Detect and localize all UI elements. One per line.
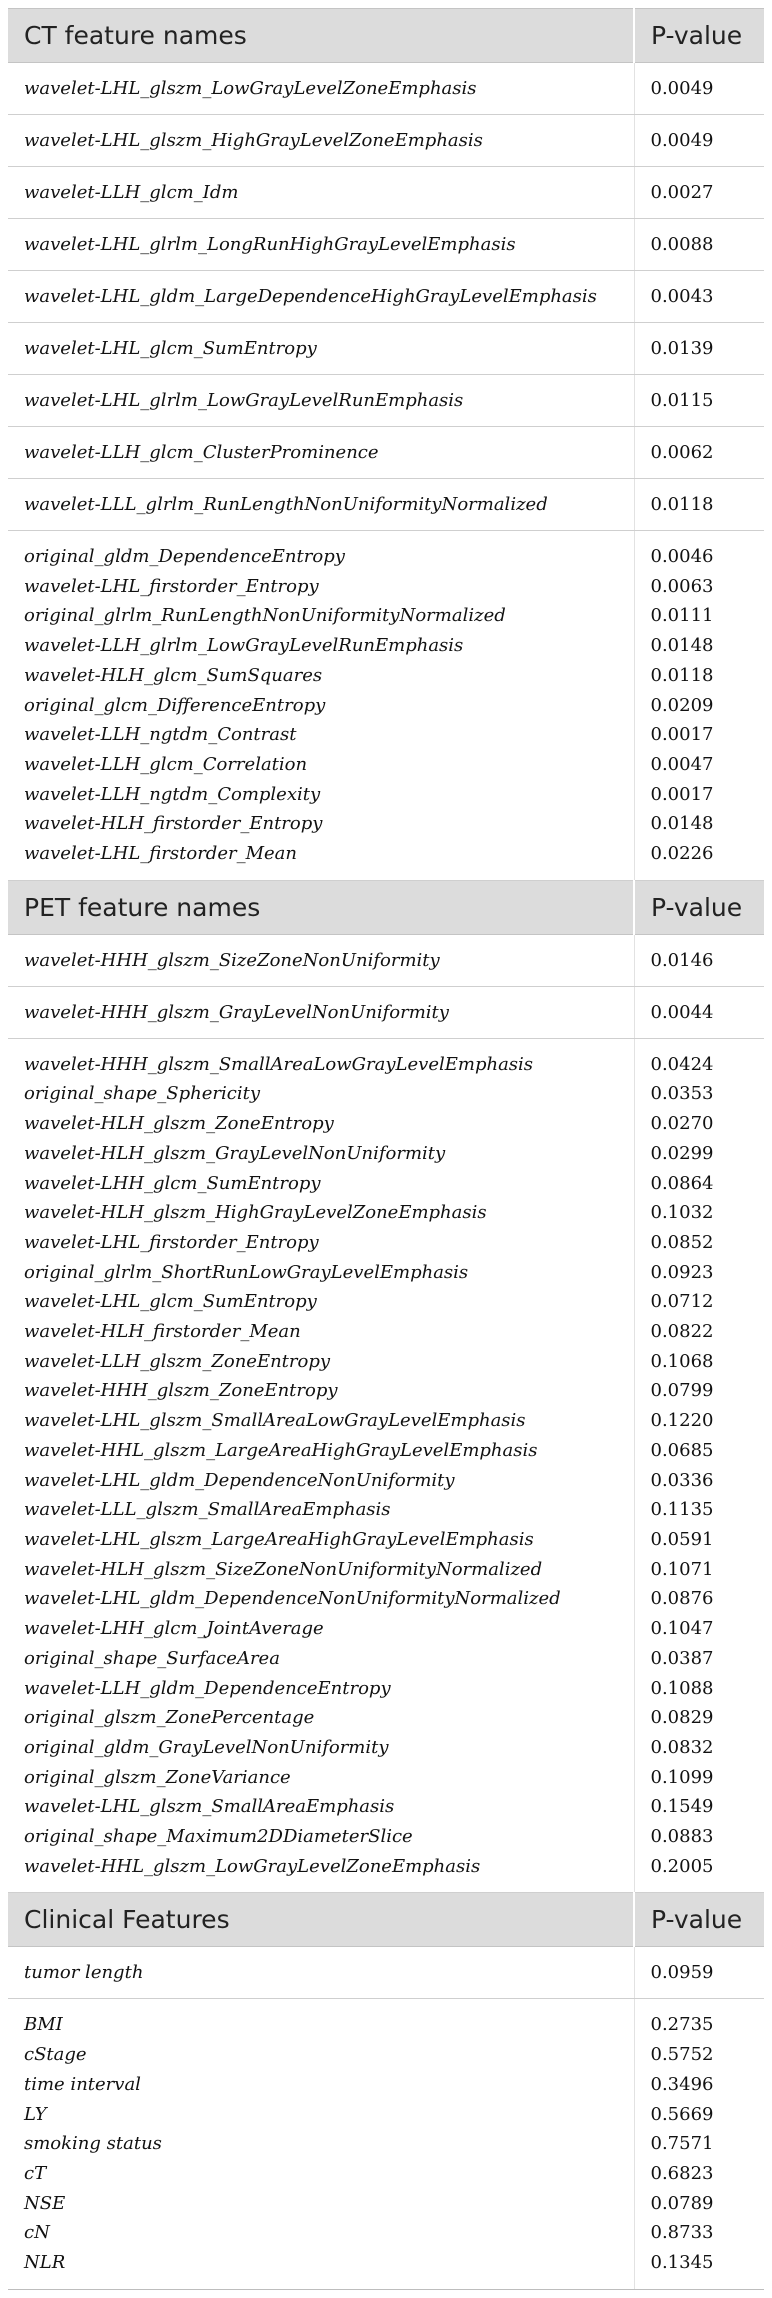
pvalue: 0.0424 — [650, 1053, 714, 1075]
feature-name: NLR — [24, 2252, 66, 2274]
pvalue: 0.1549 — [650, 1796, 714, 1818]
ct-feature-header: CT feature names — [8, 9, 634, 63]
feature-name: wavelet-LHL_glszm_HighGrayLevelZoneEmphasis — [24, 130, 483, 151]
pvalue: 0.1071 — [650, 1558, 714, 1580]
feature-pvalue-table — [8, 8, 764, 2290]
table-row — [8, 63, 764, 115]
feature-name: wavelet-LHL_glszm_LowGrayLevelZoneEmphasis — [24, 78, 477, 99]
feature-name: original_shape_Sphericity — [24, 1083, 260, 1105]
feature-name: wavelet-LHL_glszm_SmallAreaEmphasis — [24, 1796, 395, 1818]
pvalue: 0.0139 — [650, 338, 714, 359]
feature-name: wavelet-HLH_glcm_SumSquares — [24, 664, 323, 686]
pvalue: 0.0118 — [650, 494, 714, 515]
pvalue: 0.1099 — [650, 1766, 714, 1788]
feature-name: wavelet-LLL_glrlm_RunLengthNonUniformityNormalized — [24, 494, 548, 515]
feature-name-cell — [8, 63, 634, 115]
pvalue-cell — [634, 1038, 764, 1893]
pvalue: 0.0829 — [650, 1707, 714, 1729]
table-row — [8, 219, 764, 271]
table-body — [8, 9, 764, 2290]
feature-name: BMI — [24, 2014, 63, 2036]
feature-name: original_glrlm_RunLengthNonUniformityNormalized — [24, 605, 506, 627]
pvalue: 0.1345 — [650, 2252, 714, 2274]
table-row — [8, 167, 764, 219]
feature-name: wavelet-HHL_glszm_LowGrayLevelZoneEmphasis — [24, 1855, 481, 1877]
feature-name: wavelet-HLH_firstorder_Mean — [24, 1321, 301, 1343]
feature-name: wavelet-LLH_ngtdm_Contrast — [24, 724, 297, 746]
pvalue: 0.0043 — [650, 286, 714, 307]
pvalue-cell — [634, 219, 764, 271]
feature-name: wavelet-HLH_glszm_GrayLevelNonUniformity — [24, 1142, 446, 1164]
table-row — [8, 531, 764, 881]
feature-name: smoking status — [24, 2133, 162, 2155]
pvalue: 0.0148 — [650, 635, 714, 657]
feature-name: cT — [24, 2162, 47, 2184]
feature-name: wavelet-LHL_firstorder_Entropy — [24, 575, 319, 597]
pvalue-cell — [634, 115, 764, 167]
feature-name: original_glrlm_ShortRunLowGrayLevelEmphasis — [24, 1261, 469, 1283]
feature-name-cell — [8, 427, 634, 479]
feature-name: wavelet-LHL_glcm_SumEntropy — [24, 338, 317, 359]
feature-name: wavelet-LHH_glcm_JointAverage — [24, 1618, 324, 1640]
pvalue: 0.0832 — [650, 1736, 714, 1758]
feature-name: wavelet-HHL_glszm_LargeAreaHighGrayLevelEmphasis — [24, 1439, 538, 1461]
feature-name: original_glszm_ZoneVariance — [24, 1766, 291, 1788]
feature-name-cell — [8, 375, 634, 427]
pvalue: 0.0046 — [650, 546, 714, 567]
table-row — [8, 271, 764, 323]
table-row — [8, 934, 764, 986]
pvalue: 0.0063 — [650, 575, 714, 597]
feature-name: original_shape_SurfaceArea — [24, 1647, 280, 1669]
pvalue: 0.0923 — [650, 1261, 714, 1283]
table-row — [8, 1999, 764, 2289]
pvalue: 0.0047 — [650, 753, 714, 775]
pvalue-cell — [634, 63, 764, 115]
pvalue: 0.2735 — [650, 2014, 714, 2036]
feature-name: LY — [24, 2103, 47, 2125]
pvalue-cell — [634, 934, 764, 986]
feature-name: wavelet-LHL_glszm_SmallAreaLowGrayLevelEmphasis — [24, 1410, 526, 1432]
feature-name: tumor length — [24, 1962, 144, 1984]
feature-name: wavelet-LHL_firstorder_Mean — [24, 843, 297, 865]
feature-name-cell — [8, 167, 634, 219]
pet-pvalue-header: P-value — [634, 880, 764, 934]
pvalue: 0.0353 — [650, 1083, 714, 1105]
pvalue: 0.0270 — [650, 1113, 714, 1135]
feature-name: wavelet-LLH_glcm_ClusterProminence — [24, 442, 379, 463]
pvalue: 0.0299 — [650, 1142, 714, 1164]
table-row — [8, 1038, 764, 1893]
pvalue: 0.0209 — [650, 694, 714, 716]
pvalue: 0.0049 — [650, 78, 714, 99]
pvalue: 0.1032 — [650, 1202, 714, 1224]
feature-name: wavelet-LLH_glcm_Idm — [24, 182, 239, 203]
pvalue: 0.0876 — [650, 1588, 714, 1610]
pvalue: 0.0864 — [650, 1172, 714, 1194]
table-row — [8, 427, 764, 479]
feature-name: wavelet-HLH_glszm_SizeZoneNonUniformityNormalized — [24, 1558, 543, 1580]
pvalue: 0.6823 — [650, 2162, 714, 2184]
feature-name: wavelet-LLH_ngtdm_Complexity — [24, 783, 321, 805]
pvalue: 0.0685 — [650, 1439, 714, 1461]
feature-name-cell — [8, 1999, 634, 2289]
feature-name: wavelet-LLL_glszm_SmallAreaEmphasis — [24, 1499, 391, 1521]
pvalue: 0.0883 — [650, 1826, 714, 1848]
feature-name: original_glcm_DifferenceEntropy — [24, 694, 326, 716]
feature-name: original_gldm_DependenceEntropy — [24, 546, 345, 567]
pvalue: 0.0387 — [650, 1647, 714, 1669]
feature-name: wavelet-HHH_glszm_SizeZoneNonUniformity — [24, 949, 440, 971]
pvalue: 0.0027 — [650, 182, 714, 203]
pvalue: 0.5669 — [650, 2103, 714, 2125]
feature-name: wavelet-LHL_gldm_LargeDependenceHighGrayLevelEmphasis — [24, 286, 597, 307]
pvalue: 0.0118 — [650, 664, 714, 686]
pvalue: 0.5752 — [650, 2044, 714, 2066]
pvalue: 0.0789 — [650, 2192, 714, 2214]
feature-name: NSE — [24, 2192, 66, 2214]
pvalue: 0.1135 — [650, 1499, 714, 1521]
feature-name-cell — [8, 479, 634, 531]
feature-name: wavelet-LHL_firstorder_Entropy — [24, 1231, 319, 1253]
pvalue: 0.0146 — [650, 949, 714, 971]
feature-name: wavelet-LHL_gldm_DependenceNonUniformityNormalized — [24, 1588, 561, 1610]
feature-name: wavelet-LLH_glszm_ZoneEntropy — [24, 1350, 331, 1372]
pvalue-cell — [634, 986, 764, 1038]
feature-name: time interval — [24, 2073, 141, 2095]
pvalue: 0.2005 — [650, 1855, 714, 1877]
pvalue: 0.0712 — [650, 1291, 714, 1313]
table-row — [8, 1947, 764, 1999]
feature-name-cell — [8, 531, 634, 881]
feature-name-cell — [8, 323, 634, 375]
pvalue: 0.0111 — [650, 605, 714, 627]
pvalue: 0.1068 — [650, 1350, 714, 1372]
pvalue: 0.0822 — [650, 1321, 714, 1343]
clinical-feature-header: Clinical Features — [8, 1893, 634, 1947]
pvalue-cell — [634, 323, 764, 375]
pvalue: 0.0017 — [650, 783, 714, 805]
feature-name: original_gldm_GrayLevelNonUniformity — [24, 1736, 389, 1758]
pvalue: 0.7571 — [650, 2133, 714, 2155]
table-row — [8, 115, 764, 167]
feature-name: wavelet-LLH_glcm_Correlation — [24, 753, 308, 775]
pvalue: 0.0959 — [650, 1962, 714, 1984]
feature-name-cell — [8, 1038, 634, 1893]
pvalue-cell — [634, 531, 764, 881]
table-row — [8, 479, 764, 531]
pvalue: 0.0017 — [650, 724, 714, 746]
feature-name: wavelet-HHH_glszm_SmallAreaLowGrayLevelEmphasis — [24, 1053, 534, 1075]
pvalue: 0.0591 — [650, 1528, 714, 1550]
feature-name: wavelet-LHL_glcm_SumEntropy — [24, 1291, 317, 1313]
pvalue: 0.0115 — [650, 390, 714, 411]
feature-name: wavelet-LHL_gldm_DependenceNonUniformity — [24, 1469, 455, 1491]
feature-name: original_shape_Maximum2DDiameterSlice — [24, 1826, 413, 1848]
feature-name: cN — [24, 2222, 50, 2244]
table-row — [8, 375, 764, 427]
feature-name-cell — [8, 934, 634, 986]
pvalue-cell — [634, 167, 764, 219]
feature-name: original_glszm_ZonePercentage — [24, 1707, 315, 1729]
pvalue: 0.0044 — [650, 1001, 714, 1023]
pvalue: 0.0336 — [650, 1469, 714, 1491]
clinical-header-row — [8, 1893, 764, 1947]
feature-name: wavelet-HLH_firstorder_Entropy — [24, 813, 323, 835]
pvalue: 0.1088 — [650, 1677, 714, 1699]
feature-name: wavelet-LHL_glszm_LargeAreaHighGrayLevelEmphasis — [24, 1528, 534, 1550]
feature-name-cell — [8, 115, 634, 167]
feature-name: wavelet-HHH_glszm_GrayLevelNonUniformity — [24, 1001, 449, 1023]
feature-name: wavelet-LHL_glrlm_LowGrayLevelRunEmphasis — [24, 390, 464, 411]
feature-name: cStage — [24, 2044, 87, 2066]
pvalue: 0.0799 — [650, 1380, 714, 1402]
pvalue-cell — [634, 375, 764, 427]
pvalue: 0.0062 — [650, 442, 714, 463]
pvalue: 0.8733 — [650, 2222, 714, 2244]
ct-header-row — [8, 9, 764, 63]
ct-pvalue-header: P-value — [634, 9, 764, 63]
pvalue: 0.0852 — [650, 1231, 714, 1253]
pvalue: 0.0088 — [650, 234, 714, 255]
feature-name: wavelet-HHH_glszm_ZoneEntropy — [24, 1380, 338, 1402]
feature-name: wavelet-LHL_glrlm_LongRunHighGrayLevelEmphasis — [24, 234, 516, 255]
feature-name-cell — [8, 219, 634, 271]
pvalue-cell — [634, 1999, 764, 2289]
pvalue: 0.0049 — [650, 130, 714, 151]
pvalue: 0.1047 — [650, 1618, 714, 1640]
feature-name: wavelet-HLH_glszm_ZoneEntropy — [24, 1113, 334, 1135]
feature-name: wavelet-LHH_glcm_SumEntropy — [24, 1172, 321, 1194]
clinical-pvalue-header: P-value — [634, 1893, 764, 1947]
pvalue-cell — [634, 479, 764, 531]
pvalue-cell — [634, 427, 764, 479]
pvalue-cell — [634, 271, 764, 323]
pvalue: 0.3496 — [650, 2073, 714, 2095]
feature-name: wavelet-LLH_gldm_DependenceEntropy — [24, 1677, 391, 1699]
pet-header-row — [8, 880, 764, 934]
feature-name-cell — [8, 986, 634, 1038]
pvalue-cell — [634, 1947, 764, 1999]
results-table — [8, 8, 764, 2290]
pet-feature-header: PET feature names — [8, 880, 634, 934]
feature-name: wavelet-HLH_glszm_HighGrayLevelZoneEmphasis — [24, 1202, 487, 1224]
feature-name-cell — [8, 271, 634, 323]
feature-name-cell — [8, 1947, 634, 1999]
pvalue: 0.0226 — [650, 843, 714, 865]
pvalue: 0.0148 — [650, 813, 714, 835]
pvalue: 0.1220 — [650, 1410, 714, 1432]
table-row — [8, 323, 764, 375]
table-row — [8, 986, 764, 1038]
feature-name: wavelet-LLH_glrlm_LowGrayLevelRunEmphasis — [24, 635, 464, 657]
